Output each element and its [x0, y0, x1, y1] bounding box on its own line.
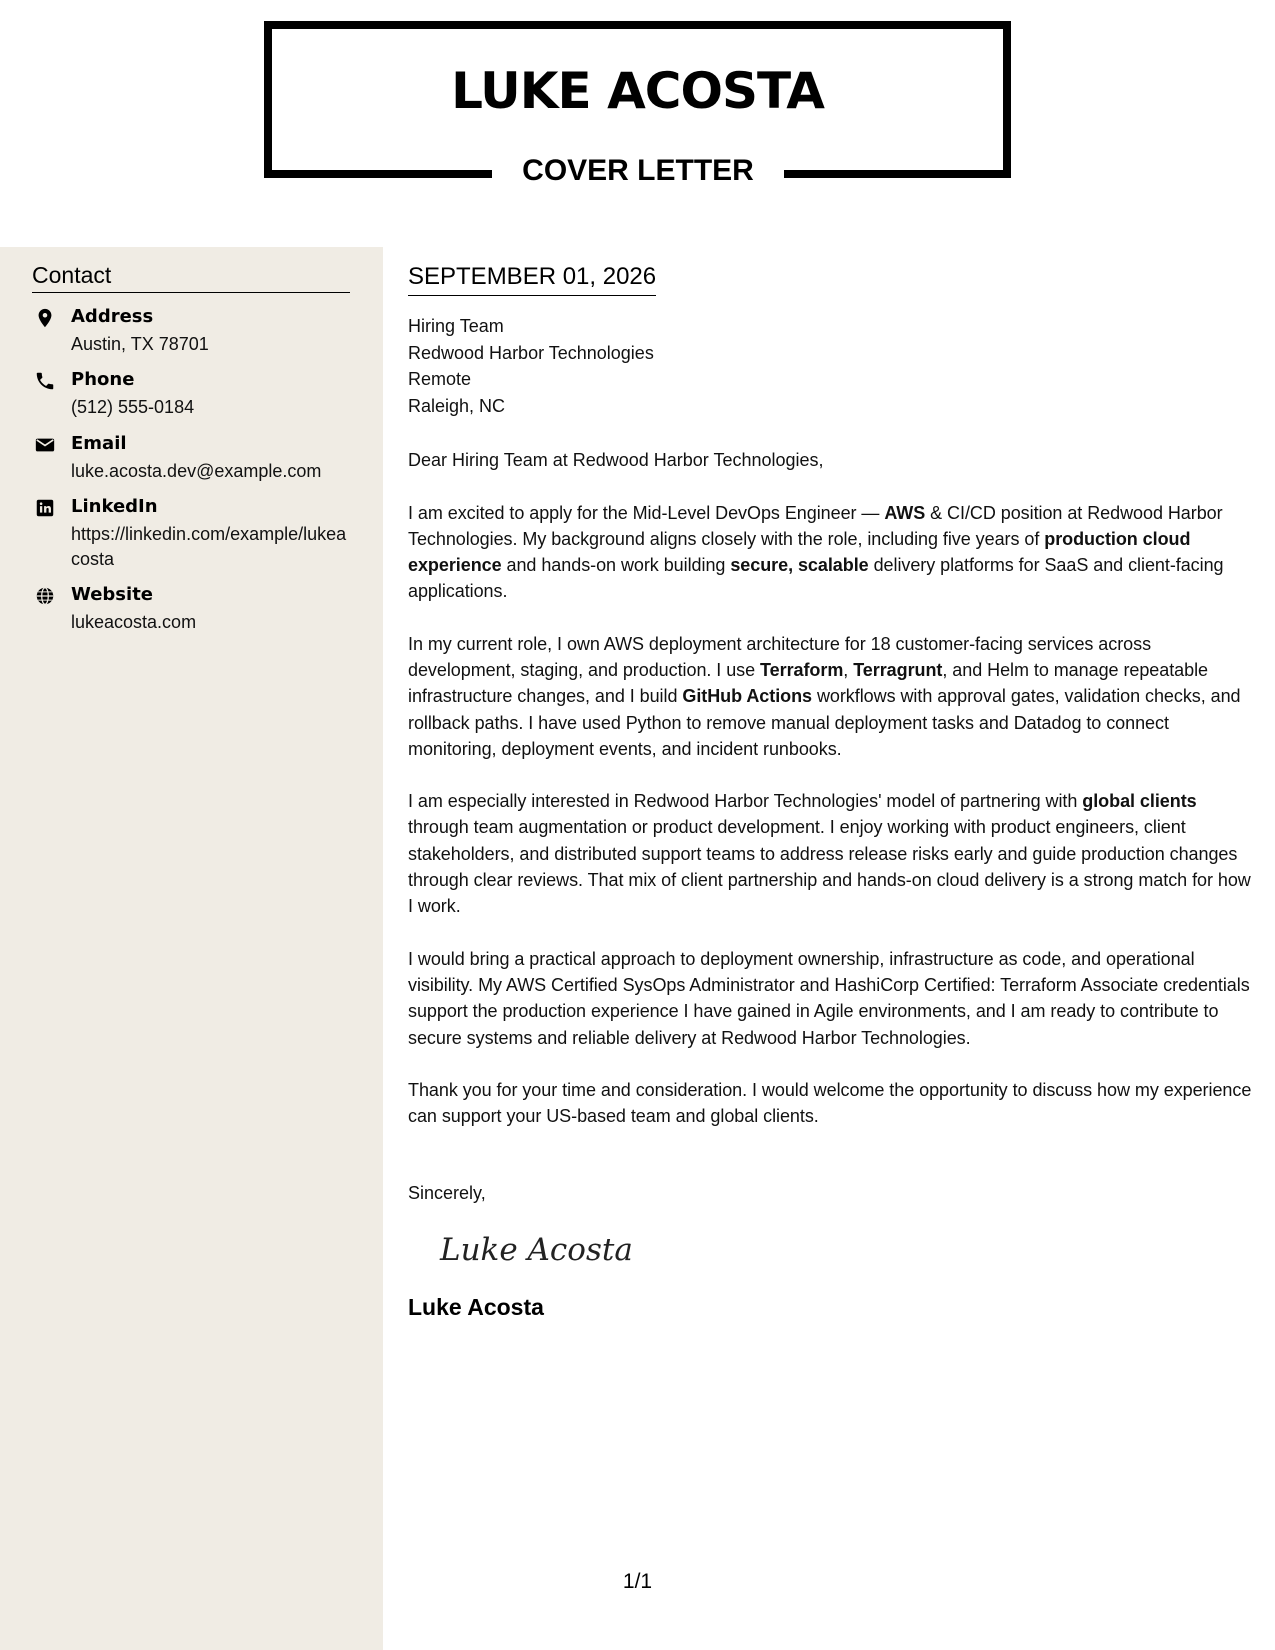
text-run: delivery platforms for SaaS and client-facing applications.	[408, 555, 1224, 602]
text-run: , and Helm to manage repeatable infrastructure changes, and I build	[408, 659, 1209, 707]
paragraph-2	[408, 631, 1253, 762]
bold-run: Terragrunt	[853, 659, 943, 680]
contact-value: Austin, TX 78701	[71, 334, 209, 354]
header-name: LUKE ACOSTA	[451, 62, 824, 120]
paragraph-5	[408, 1077, 1253, 1130]
text-run: workflows with approval gates, validation checks, and rollback paths. I have used Python to remove manual deployment tasks and Datadog to connect monitoring, deployment events, and incident runbooks.	[408, 686, 1241, 759]
contact-label: Email	[71, 433, 127, 454]
header-subtitle: COVER LETTER	[522, 154, 754, 187]
signer-name: Luke Acosta	[408, 1294, 544, 1321]
text-run: through team augmentation or product development. I enjoy working with product engineers, client stakeholders, and distributed support teams to address release risks early and guide production changes through clear reviews. That mix of client partnership and hands-on cloud delivery is a strong match for how I work.	[408, 817, 1251, 917]
text-run: In my current role, I own AWS deployment architecture for 18 customer-facing services across development, staging, and production. I use	[408, 633, 1152, 680]
header-subtitle-wrap	[492, 148, 784, 198]
bold-run: production cloud experience	[408, 528, 1191, 576]
recipient-line: Remote	[408, 369, 472, 389]
globe-icon	[34, 585, 56, 607]
recipient-line: Redwood Harbor Technologies	[408, 342, 654, 363]
paragraph-4	[408, 946, 1253, 1051]
text-run: Thank you for your time and consideration. I would welcome the opportunity to discuss how my experience can support your US-based team and global clients.	[408, 1079, 1252, 1127]
sidebar	[0, 247, 383, 1650]
paragraph-3	[408, 788, 1253, 919]
text-run: and hands-on work building	[501, 555, 731, 576]
text-run: I am excited to apply for the Mid-Level DevOps Engineer —	[408, 502, 885, 523]
bold-run: secure, scalable	[730, 555, 869, 576]
map-pin-icon	[34, 307, 56, 329]
text-run: I am especially interested in Redwood Harbor Technologies' model of partnering with	[408, 791, 1083, 812]
contact-value: lukeacosta.com	[71, 612, 197, 632]
bold-run: AWS	[884, 502, 926, 523]
bold-run: global clients	[1082, 791, 1197, 812]
salutation: Dear Hiring Team at Redwood Harbor Technologies,	[408, 450, 824, 470]
signature: Luke Acosta	[440, 1232, 633, 1269]
page-number: 1/1	[622, 1570, 653, 1593]
contact-label: LinkedIn	[71, 496, 158, 517]
contact-label: Address	[71, 306, 154, 327]
envelope-icon	[34, 434, 56, 456]
recipient-line: Raleigh, NC	[408, 395, 506, 416]
recipient-line: Hiring Team	[408, 316, 504, 336]
letter-body	[408, 263, 1253, 1321]
text-run: I would bring a practical approach to deployment ownership, infrastructure as code, and operational visibility. My AWS Certified SysOps Administrator and HashiCorp Certified: Terraform Associate credentials support the production experience I have gained in Agile environments, and I am ready to contribute to secure systems and reliable delivery at Redwood Harbor Technologies.	[408, 948, 1250, 1048]
contact-title: Contact	[32, 262, 350, 293]
letter-date: SEPTEMBER 01, 2026	[408, 263, 656, 296]
closing: Sincerely,	[408, 1183, 486, 1204]
contact-label: Phone	[71, 369, 135, 390]
linkedin-icon	[34, 497, 56, 519]
text-run: & CI/CD position at Redwood Harbor Technologies. My background aligns closely with the role, including five years of	[408, 502, 1223, 549]
contact-value: luke.acosta.dev@example.com	[71, 461, 322, 481]
paragraph-1	[408, 500, 1253, 605]
text-run: ,	[843, 659, 854, 680]
contact-value: (512) 555-0184	[71, 397, 195, 417]
phone-icon	[34, 370, 56, 392]
recipient-block	[408, 313, 1253, 419]
contact-label: Website	[71, 584, 154, 605]
bold-run: Terraform	[760, 659, 844, 680]
bold-run: GitHub Actions	[682, 686, 812, 707]
contact-value: https://linkedin.com/example/lukeacosta	[71, 524, 347, 569]
